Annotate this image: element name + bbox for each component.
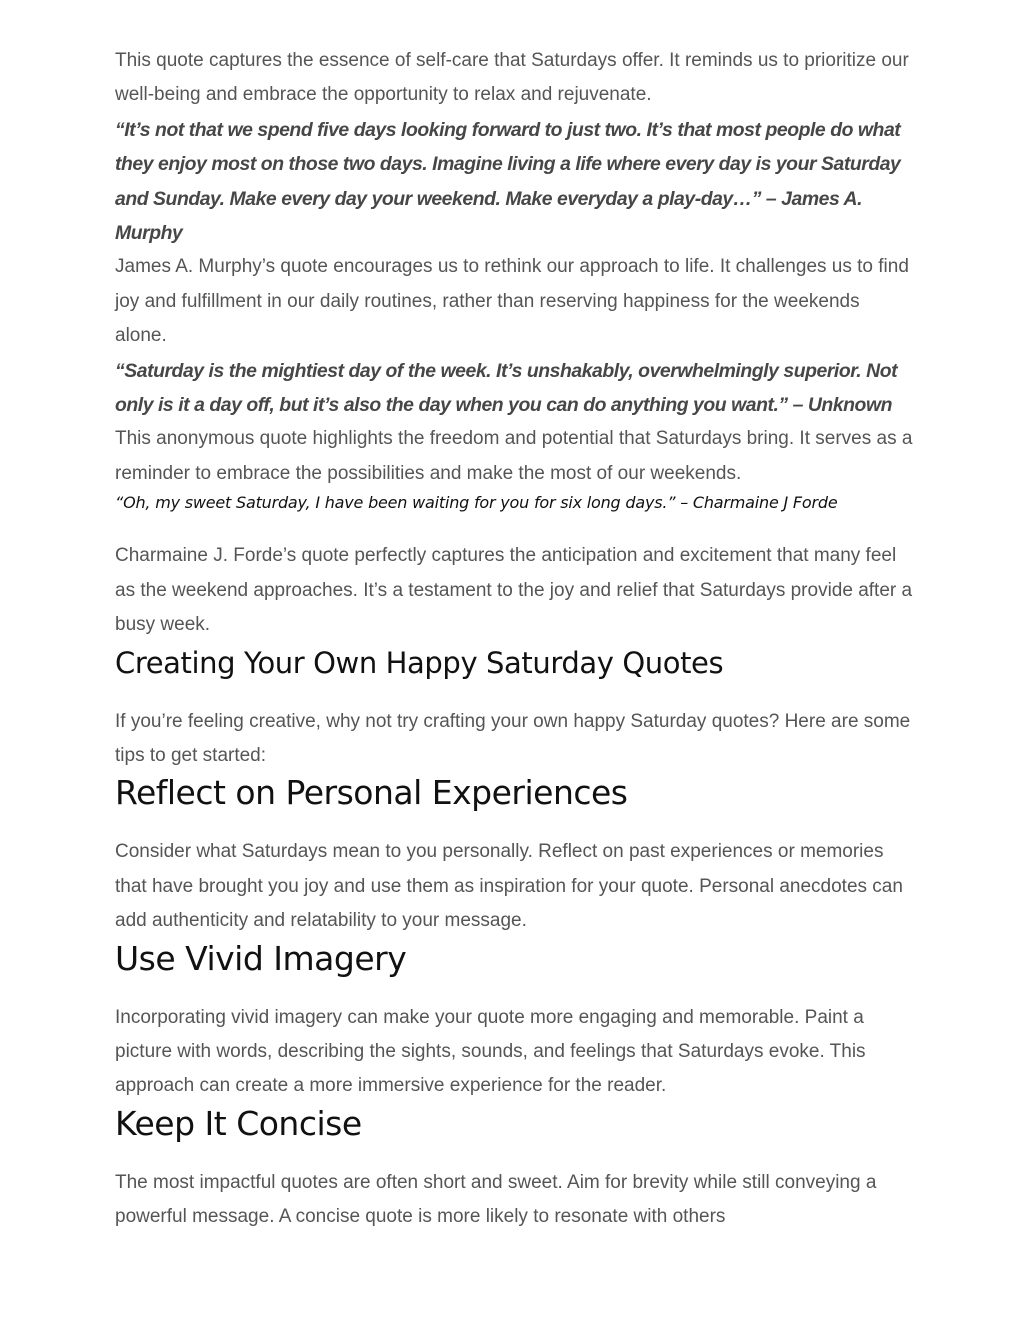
paragraph-anonymous-commentary: This anonymous quote highlights the freedom and potential that Saturdays bring. It serves as a reminder to embrace the possibilities and make the most of our weekends. — [115, 428, 913, 484]
paragraph-creating-intro: If you’re feeling creative, why not try crafting your own happy Saturday quotes? Here are some tips to get started: — [115, 710, 911, 766]
heading-creating-quotes: Creating Your Own Happy Saturday Quotes — [115, 645, 724, 680]
quote-charmaine-forde: “Oh, my sweet Saturday, I have been waiting for you for six long days.” – Charmaine J Forde — [115, 493, 838, 513]
paragraph-forde-commentary: Charmaine J. Forde’s quote perfectly captures the anticipation and excitement that many feel as the weekend approaches. It’s a testament to the joy and relief that Saturdays provide after a busy week. — [115, 545, 913, 636]
article-body — [115, 44, 915, 1235]
paragraph-reflect: Consider what Saturdays mean to you personally. Reflect on past experiences or memories that have brought you joy and use them as inspiration for your quote. Personal anecdotes can add authenticity and relatability to your message. — [115, 841, 903, 932]
heading-vivid-imagery: Use Vivid Imagery — [115, 938, 407, 978]
paragraph-vivid-imagery: Incorporating vivid imagery can make your quote more engaging and memorable. Paint a picture with words, describing the sights, sounds, and feelings that Saturdays evoke. This approach can create a more immersive experience for the reader. — [115, 1006, 866, 1097]
heading-keep-concise: Keep It Concise — [115, 1103, 362, 1143]
paragraph-self-care: This quote captures the essence of self-care that Saturdays offer. It reminds us to prioritize our well-being and embrace the opportunity to relax and rejuvenate. — [115, 50, 909, 106]
quote-unknown: “Saturday is the mightiest day of the week. It’s unshakably, overwhelmingly superior. Not only is it a day off, but it’s also the day when you can do anything you want.” – Unknown — [115, 359, 898, 417]
paragraph-keep-concise: The most impactful quotes are often short and sweet. Aim for brevity while still conveying a powerful message. A concise quote is more likely to resonate with others — [115, 1171, 877, 1228]
heading-reflect: Reflect on Personal Experiences — [115, 773, 628, 813]
paragraph-murphy-commentary: James A. Murphy’s quote encourages us to rethink our approach to life. It challenges us to find joy and fulfillment in our daily routines, rather than reserving happiness for the weekends alone. — [115, 256, 909, 347]
quote-james-murphy: “It’s not that we spend five days looking forward to just two. It’s that most people do what they enjoy most on those two days. Imagine living a life where every day is your Saturday and Sunday. Make every day your weekend. Make everyday a play-day…” – James A. Murphy — [115, 118, 901, 245]
